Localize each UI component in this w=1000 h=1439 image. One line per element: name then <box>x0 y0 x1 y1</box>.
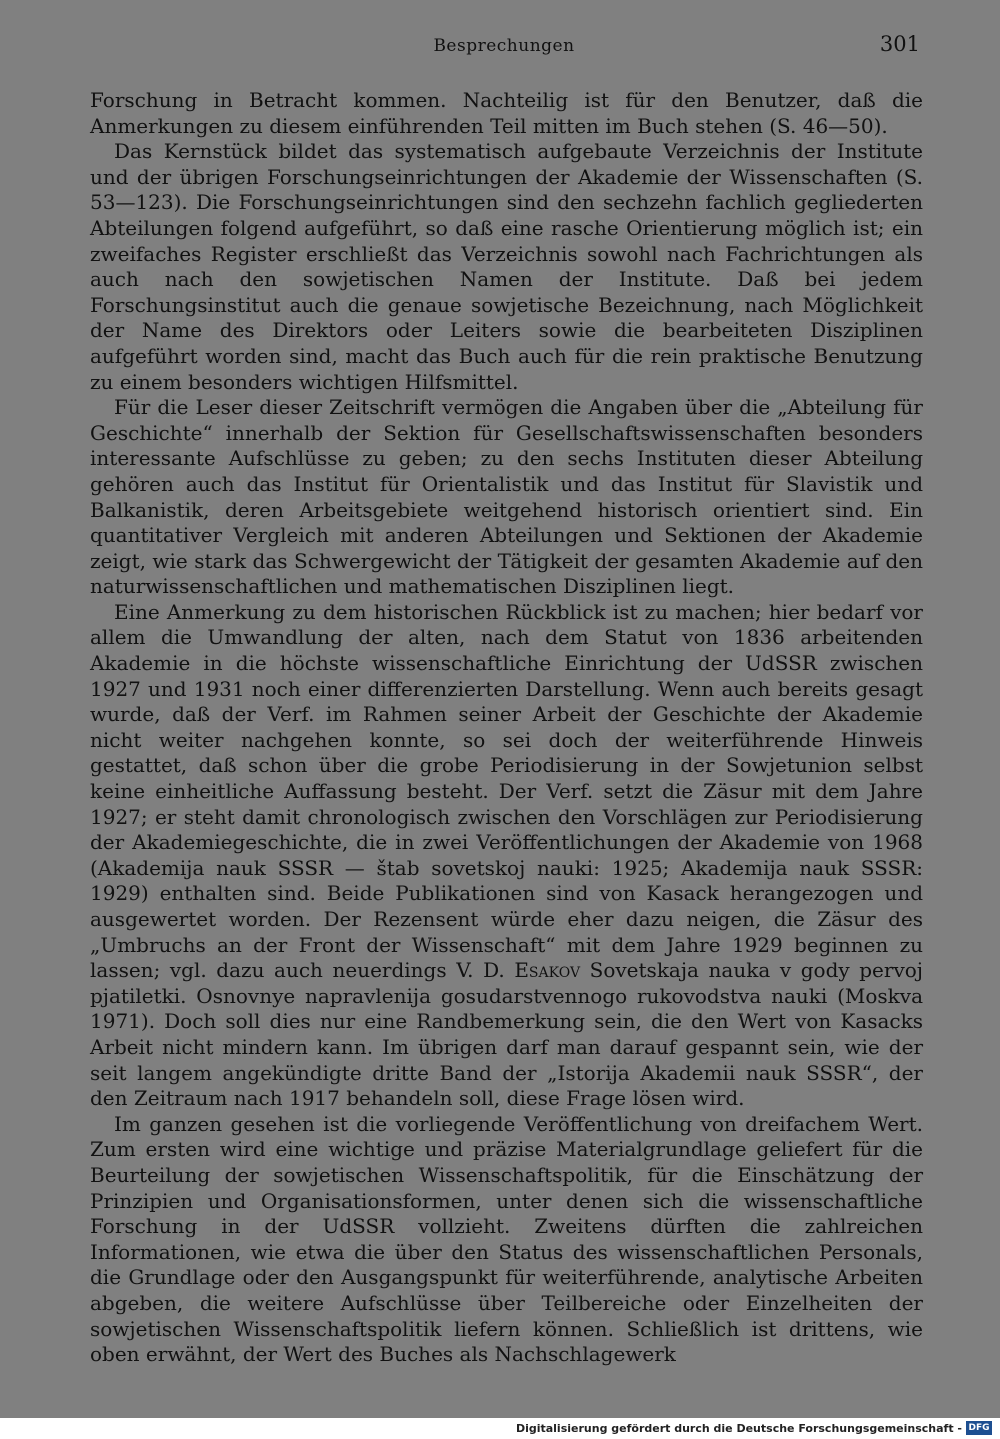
author-name: Esakov <box>514 958 581 983</box>
funding-credit: Digitalisierung gefördert durch die Deutsche Forschungsgemeinschaft - <box>515 1422 962 1435</box>
paragraph-4-text-before: Eine Anmerkung zu dem historischen Rückblick ist zu machen; hier bedarf vor allem die Umwandlung der alten, nach dem Statut von 1836 arbeitenden Akademie in die höchste wissenschaftliche Einrichtung der UdSSR zwischen 1927 und 1931 noch einer differenzierten Darstellung. Wenn auch bereits gesagt wurde, daß der Verf. im Rahmen seiner Arbeit der Geschichte der Akademie nicht weiter nachgehen konnte, so sei doch der weiterführende Hinweis gestattet, daß schon über die grobe Periodisierung in der Sowjetunion selbst keine einheitliche Auffassung besteht. Der Verf. setzt die Zäsur mit dem Jahre 1927; er steht damit chronologisch zwischen den Vorschlägen zur Periodisierung der Akademiegeschichte, die in zwei Veröffentlichungen der Akademie von 1968 (Akademija nauk SSSR — štab sovetskoj nauki: 1925; Akademija nauk SSSR: 1929) enthalten sind. Beide Publikationen sind von Kasack herangezogen und ausgewertet worden. Der Rezensent würde eher dazu neigen, die Zäsur des „Umbruchs an der Front der Wissenschaft“ mit dem Jahre 1929 beginnen zu lassen; vgl. dazu auch neuerdings V. D. <box>90 599 923 983</box>
digitization-footer <box>0 1418 1000 1439</box>
page-number: 301 <box>879 32 920 56</box>
paragraph-3: Für die Leser dieser Zeitschrift vermögen die Angaben über die „Abteilung für Geschichte“ innerhalb der Sektion für Gesellschaftswissenschaften besonders interessante Aufschlüsse zu geben; zu den sechs Instituten dieser Abteilung gehören auch das Institut für Orientalistik und das Institut für Slavistik und Balkanistik, deren Arbeitsgebiete weitgehend historisch orientiert sind. Ein quantitativer Vergleich mit anderen Abteilungen und Sektionen der Akademie zeigt, wie stark das Schwergewicht der Tätigkeit der gesamten Akademie auf den naturwissenschaftlichen und mathematischen Disziplinen liegt. <box>90 395 923 599</box>
page-header <box>88 30 920 60</box>
body-text <box>90 88 923 1368</box>
paragraph-4 <box>90 600 923 1112</box>
paragraph-1: Forschung in Betracht kommen. Nachteilig ist für den Benutzer, daß die Anmerkungen zu diesem einführenden Teil mitten im Buch stehen (S. 46—50). <box>90 88 923 138</box>
running-title: Besprechungen <box>433 36 575 56</box>
paragraph-4-text-after: Sovetskaja nauka v gody pervoj pjatiletki. Osnovnye napravlenija gosudarstvennogo rukovodstva nauki (Moskva 1971). Doch soll dies nur eine Randbemerkung sein, die den Wert von Kasacks Arbeit nicht mindern kann. Im übrigen darf man darauf gespannt sein, wie der seit langem angekündigte dritte Band der „Istorija Akademii nauk SSSR“, der den Zeitraum nach 1917 behandeln soll, diese Frage lösen wird. <box>90 958 923 1111</box>
paragraph-2: Das Kernstück bildet das systematisch aufgebaute Verzeichnis der Institute und der übrigen Forschungseinrichtungen der Akademie der Wissenschaften (S. 53—123). Die Forschungseinrichtungen sind den sechzehn fachlich gegliederten Abteilungen folgend aufgeführt, so daß eine rasche Orientierung möglich ist; ein zweifaches Register erschließt das Verzeichnis sowohl nach Fachrichtungen als auch nach den sowjetischen Namen der Institute. Daß bei jedem Forschungsinstitut auch die genaue sowjetische Bezeichnung, nach Möglichkeit der Name des Direktors oder Leiters sowie die bearbeiteten Disziplinen aufgeführt worden sind, macht das Buch auch für die rein praktische Benutzung zu einem besonders wichtigen Hilfsmittel. <box>90 139 923 394</box>
dfg-logo-icon: DFG <box>966 1421 992 1435</box>
paragraph-5: Im ganzen gesehen ist die vorliegende Veröffentlichung von dreifachem Wert. Zum ersten wird eine wichtige und präzise Materialgrundlage geliefert für die Beurteilung der sowjetischen Wissenschaftspolitik, für die Einschätzung der Prinzipien und Organisationsformen, unter denen sich die wissenschaftliche Forschung in der UdSSR vollzieht. Zweitens dürften die zahlreichen Informationen, wie etwa die über den Status des wissenschaftlichen Personals, die Grundlage oder den Ausgangspunkt für weiterführende, analytische Arbeiten abgeben, die weitere Aufschlüsse über Teilbereiche oder Einzelheiten der sowjetischen Wissenschaftspolitik liefern können. Schließlich ist drittens, wie oben erwähnt, der Wert des Buches als Nachschlagewerk <box>90 1111 923 1367</box>
